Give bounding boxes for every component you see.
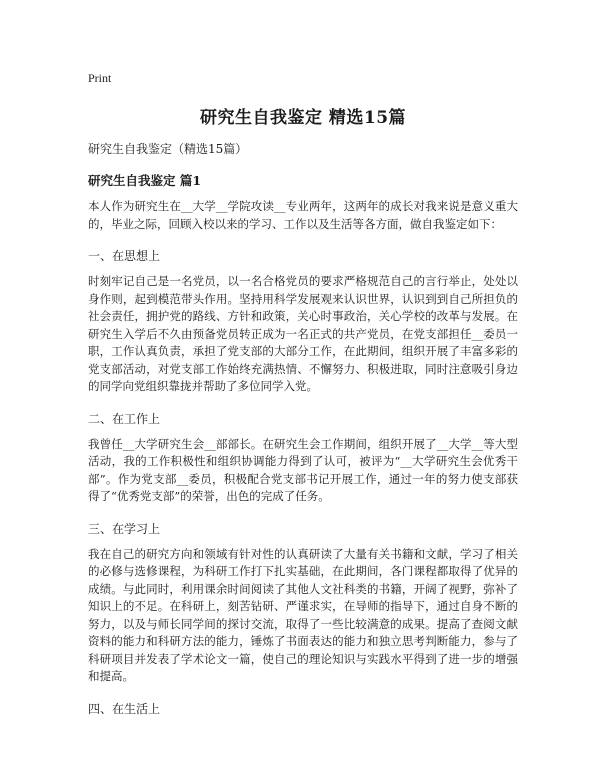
paragraph-ideology: 时刻牢记自己是一名党员，以一名合格党员的要求严格规范自己的言行举止，处处以身作则，起到模范带头作用。坚持用科学发展观来认识世界，认识到到自己所担负的社会责任，拥护党的路线、方针和政策，关心时事政治，关心学校的改革与发展。在研究生入学后不久由预备党员转正成为一名正式的共产党员，在党支部担任__委员一职，工作认真负责，承担了党支部的大部分工作，在此期间，组织开展了丰富多彩的党支部活动，对党支部工作始终充满热情、不懈努力、积极进取，同时注意吸引身边的同学向党组织靠拢并帮助了多位同学入党。 [88,274,518,393]
intro-paragraph: 本人作为研究生在__大学__学院攻读__专业两年，这两年的成长对我来说是意义重大的，毕业之际，回顾入校以来的学习、工作以及生活等各方面，做自我鉴定如下： [88,199,518,231]
paragraph-study: 我在自己的研究方向和领域有针对性的认真研读了大量有关书籍和文献，学习了相关的必修与选修课程，为科研工作打下扎实基础，在此期间，各门课程都取得了优异的成绩。与此同时，利用课余时间阅读了其他人文社科类的书籍，开阔了视野，弥补了知识上的不足。在科研上，刻苦钻研、严谨求实，在导师的指导下，通过自身不断的努力，以及与师长同学间的探讨交流，取得了一些比较满意的成果。提高了查阅文献资料的能力和科研方法的能力，锤炼了书面表达的能力和独立思考判断能力，参与了科研项目并发表了学术论文一篇，使自己的理论知识与实践水平得到了进一步的增强和提高。 [88,546,518,683]
heading-work: 二、在工作上 [88,411,161,426]
paragraph-work: 我曾任__大学研究生会__部部长。在研究生会工作期间，组织开展了__大学__等大型活动，我的工作积极性和组织协调能力得到了认可，被评为“__大学研究生会优秀干部”。作为党支部__委员，积极配合党支部书记开展工作，通过一年的努力使支部获得了“优秀党支部”的荣誉，出色的完成了任务。 [88,436,518,503]
document-page [88,62,518,718]
heading-life: 四、在生活上 [88,701,161,716]
print-link[interactable]: Print [88,71,112,85]
section-title: 研究生自我鉴定 篇1 [88,173,202,188]
heading-study: 三、在学习上 [88,521,161,536]
heading-ideology: 一、在思想上 [88,249,161,263]
page-title: 研究生自我鉴定 精选15篇 [199,108,407,128]
document-subtitle: 研究生自我鉴定（精选15篇） [88,142,248,156]
